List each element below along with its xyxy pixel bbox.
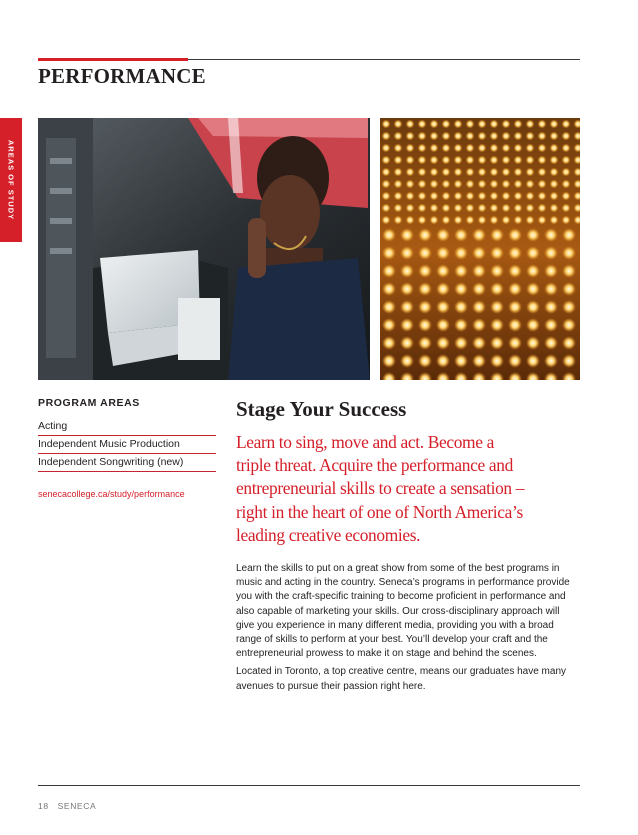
section-title: PERFORMANCE — [38, 64, 206, 88]
body-text — [236, 562, 580, 698]
header-accent-bar — [38, 58, 188, 61]
program-link[interactable]: senecacollege.ca/study/performance — [38, 489, 185, 499]
page-number: 18 — [38, 801, 49, 811]
lead-line: leading creative economies. — [236, 524, 421, 545]
photo-music-studio — [38, 118, 370, 380]
program-item-songwriting: Independent Songwriting (new) — [38, 454, 216, 472]
studio-illustration — [38, 118, 370, 380]
program-item-music-production: Independent Music Production — [38, 436, 216, 454]
stage-lights-illustration — [380, 118, 580, 380]
lead-line: triple threat. Acquire the performance and — [236, 455, 513, 476]
header-rule — [188, 59, 580, 60]
photo-stage-lights — [380, 118, 580, 380]
program-item-acting: Acting — [38, 418, 216, 436]
footer-brand: SENECA — [57, 801, 97, 811]
lead-line: right in the heart of one of North America’s — [236, 501, 523, 522]
program-areas-list — [38, 418, 216, 472]
lead-line: entrepreneurial skills to create a sensation – — [236, 478, 525, 499]
footer-rule — [38, 785, 580, 786]
lead-text — [236, 431, 580, 547]
lead-line: Learn to sing, move and act. Become a — [236, 432, 494, 452]
body-paragraph: Learn the skills to put on a great show from some of the best programs in music and acting in the country. Seneca’s programs in performance provide you with the craft-specific training to become proficient in performance and also capable of marketing your skills. Our cross-disciplinary approach will give you experience in many different media, providing you with a broad range of skills to perform at your best. You’ll develop your craft and the entrepreneurial prowess to make it on stage and behind the scenes. — [236, 563, 570, 660]
headline: Stage Your Success — [236, 397, 407, 421]
footer — [38, 801, 96, 811]
program-areas-heading: PROGRAM AREAS — [38, 397, 140, 409]
side-tab — [0, 118, 22, 242]
body-paragraph: Located in Toronto, a top creative centre, means our graduates have many avenues to pursue their passion right here. — [236, 666, 567, 692]
side-tab-label: AREAS OF STUDY — [6, 139, 16, 221]
